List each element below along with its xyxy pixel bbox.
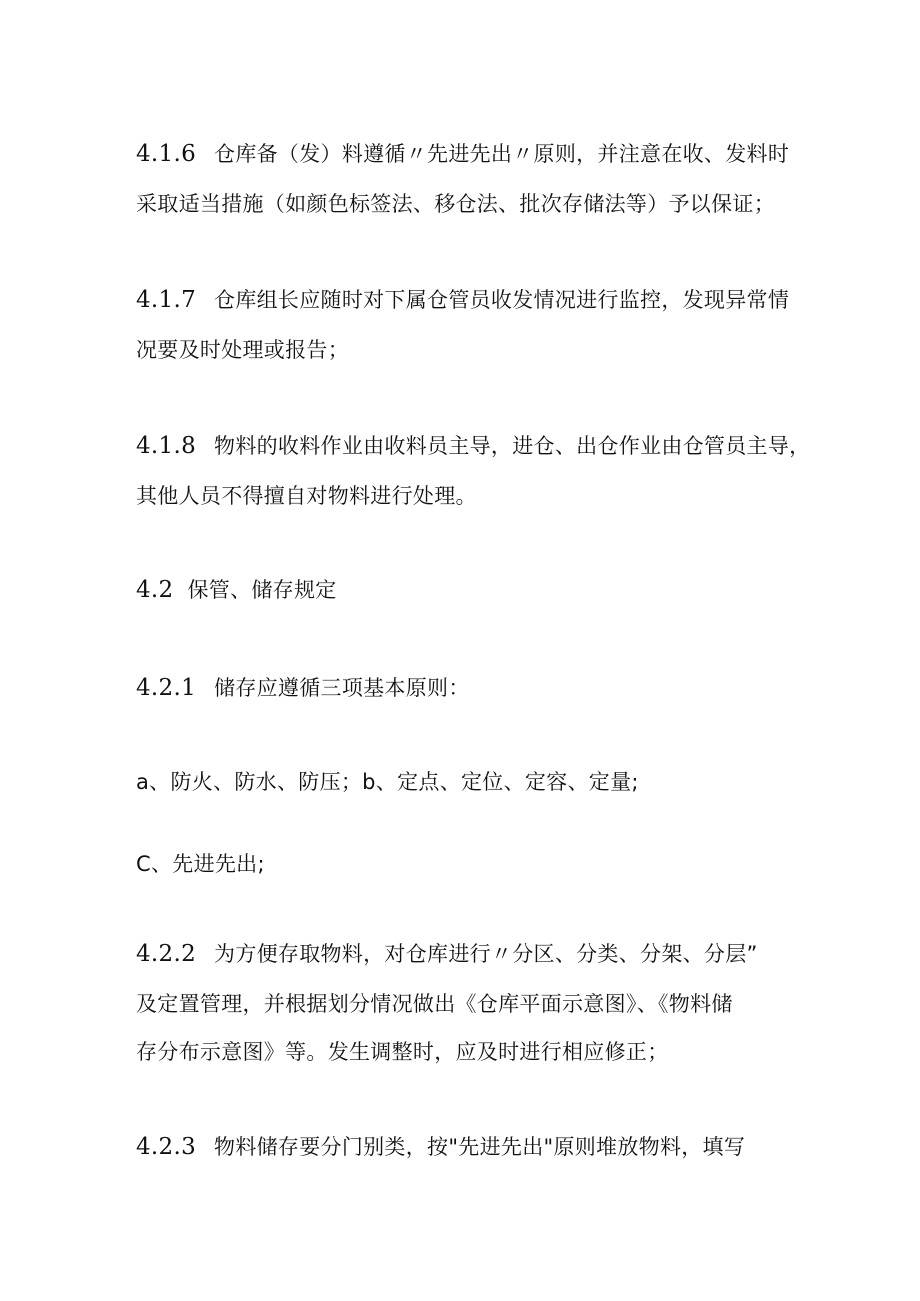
clause-number: 4.1.7: [136, 287, 197, 313]
clause-text: 仓库组长应随时对下属仓管员收发情况进行监控，发现异常情: [214, 288, 790, 312]
clause-text: 物料储存要分门别类，按"先进先出"原则堆放物料，填写: [214, 1135, 746, 1159]
paragraph-4-2-2-line-2: [136, 990, 733, 1018]
principles-list-item-ab: [136, 768, 639, 796]
section-title: 保管、储存规定: [187, 578, 337, 602]
paragraph-4-1-7-line-2: [136, 336, 349, 364]
clause-text: 储存应遵循三项基本原则：: [214, 676, 470, 700]
clause-number: 4.2.1: [136, 675, 197, 701]
clause-text: 况要及时处理或报告；: [136, 338, 349, 362]
clause-number: 4.2.2: [136, 941, 197, 967]
clause-text: 物料的收料作业由收料员主导，进仓、出仓作业由仓管员主导，: [214, 434, 811, 458]
section-number: 4.2: [136, 577, 174, 603]
paragraph-4-1-7-line-1: [136, 286, 789, 314]
clause-text: 存分布示意图》等。发生调整时，应及时进行相应修正；: [136, 1040, 669, 1064]
paragraph-4-1-8-line-1: [136, 432, 810, 460]
paragraph-4-2-2-line-1: [136, 940, 758, 968]
section-heading-4-2: [136, 576, 337, 604]
clause-number: 4.1.6: [136, 141, 197, 167]
clause-text: 其他人员不得擅自对物料进行处理。: [136, 484, 477, 508]
paragraph-4-2-3-line-1: [136, 1133, 745, 1161]
clause-text: 及定置管理，并根据划分情况做出《仓库平面示意图》、《物料储: [136, 992, 733, 1016]
clause-number: 4.1.8: [136, 433, 197, 459]
clause-text: 为方便存取物料，对仓库进行〃分区、分类、分架、分层”: [214, 942, 758, 966]
paragraph-4-2-1-line-1: [136, 674, 470, 702]
paragraph-4-2-2-line-3: [136, 1038, 669, 1066]
list-item-text: a、防火、防水、防压；b、定点、定位、定容、定量;: [136, 770, 639, 794]
clause-number: 4.2.3: [136, 1134, 197, 1160]
principles-list-item-c: [136, 850, 265, 878]
clause-text: 仓库备（发）料遵循〃先进先出〃原则，并注意在收、发料时: [214, 142, 790, 166]
paragraph-4-1-6-line-1: [136, 140, 789, 168]
paragraph-4-1-6-line-2: [136, 190, 775, 218]
clause-text: 采取适当措施（如颜色标签法、移仓法、批次存储法等）予以保证；: [136, 192, 775, 216]
list-item-text: C、先进先出;: [136, 852, 265, 876]
paragraph-4-1-8-line-2: [136, 482, 477, 510]
